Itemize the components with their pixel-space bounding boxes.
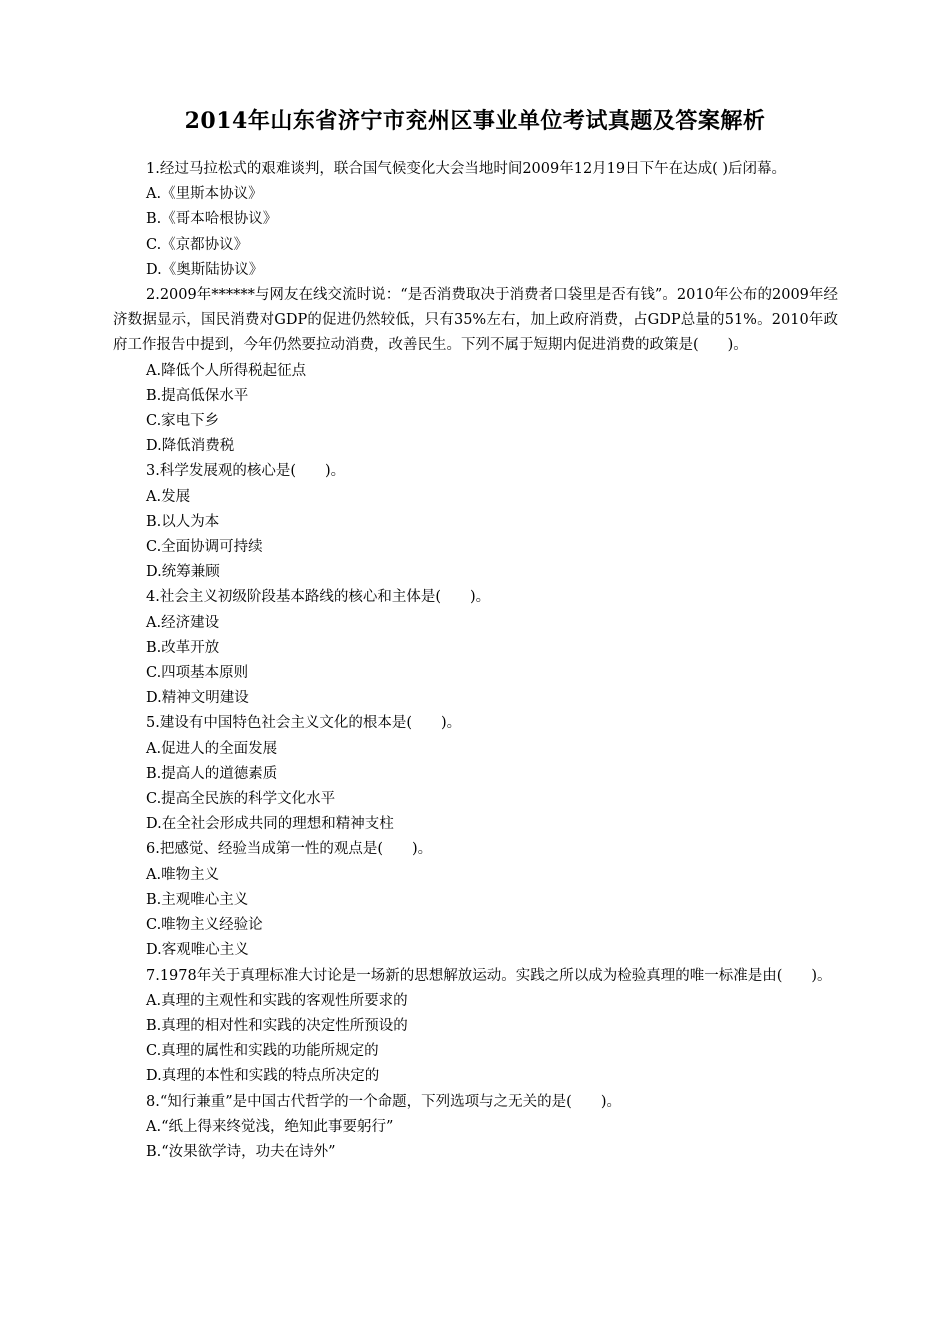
question-4-option-c: C.四项基本原则	[146, 665, 249, 682]
question-5-option-c: C.提高全民族的科学文化水平	[146, 791, 336, 808]
question-5-option-b: B.提高人的道德素质	[146, 765, 278, 782]
question-3-option-b: B.以人为本	[146, 513, 220, 530]
question-2-option-a: A.降低个人所得税起征点	[146, 362, 307, 379]
question-2-option-d: D.降低消费税	[146, 438, 235, 455]
question-6-option-c: C.唯物主义经验论	[146, 917, 263, 934]
question-1-option-d: D.《奥斯陆协议》	[146, 261, 264, 278]
question-6-option-a: A.唯物主义	[146, 866, 220, 883]
question-7-option-b: B.真理的相对性和实践的决定性所预设的	[146, 1017, 408, 1034]
question-8-stem: 8.“知行兼重”是中国古代哲学的一个命题，下列选项与之无关的是( )。	[146, 1093, 621, 1110]
question-8-option-a: A.“纸上得来终觉浅，绝知此事要躬行”	[146, 1118, 394, 1135]
question-7-option-d: D.真理的本性和实践的特点所决定的	[146, 1068, 380, 1085]
question-3-option-a: A.发展	[146, 488, 191, 505]
question-2-stem: 2.2009年******与网友在线交流时说：“是否消费取决于消费者口袋里是否有钱”。2010年公布的2009年经济数据显示，国民消费对GDP的促进仍然较低，只有35%左右，加上政府消费，占GDP总量的51%。2010年政府工作报告中提到，今年仍然要拉动消费，改善民生。下列不属于短期内促进消费的政策是( )。	[113, 287, 838, 354]
question-7-stem: 7.1978年关于真理标准大讨论是一场新的思想解放运动。实践之所以成为检验真理的唯一标准是由( )。	[146, 967, 832, 984]
question-1-option-c: C.《京都协议》	[146, 236, 249, 253]
question-5-stem: 5.建设有中国特色社会主义文化的根本是( )。	[146, 715, 462, 732]
question-2-option-c: C.家电下乡	[146, 413, 220, 430]
question-7-option-c: C.真理的属性和实践的功能所规定的	[146, 1043, 379, 1060]
question-8-option-b: B.“汝果欲学诗，功夫在诗外”	[146, 1143, 336, 1160]
question-1-option-b: B.《哥本哈根协议》	[146, 211, 278, 228]
question-6-option-d: D.客观唯心主义	[146, 942, 249, 959]
question-1-option-a: A.《里斯本协议》	[146, 186, 263, 203]
question-4-stem: 4.社会主义初级阶段基本路线的核心和主体是( )。	[146, 589, 491, 606]
question-4-option-b: B.改革开放	[146, 639, 220, 656]
question-6-option-b: B.主观唯心主义	[146, 891, 249, 908]
question-2-option-b: B.提高低保水平	[146, 387, 249, 404]
question-3-option-d: D.统筹兼顾	[146, 564, 220, 581]
question-list	[113, 157, 838, 1165]
question-7-option-a: A.真理的主观性和实践的客观性所要求的	[146, 992, 408, 1009]
document-title: 2014年山东省济宁市兖州区事业单位考试真题及答案解析	[184, 108, 766, 134]
question-5-option-a: A.促进人的全面发展	[146, 740, 278, 757]
question-3-stem: 3.科学发展观的核心是( )。	[146, 463, 346, 480]
question-5-option-d: D.在全社会形成共同的理想和精神支柱	[146, 816, 394, 833]
question-1-stem: 1.经过马拉松式的艰难谈判，联合国气候变化大会当地时间2009年12月19日下午在达成( )后闭幕。	[146, 161, 787, 177]
question-4-option-a: A.经济建设	[146, 614, 220, 631]
question-6-stem: 6.把感觉、经验当成第一性的观点是( )。	[146, 841, 433, 858]
question-3-option-c: C.全面协调可持续	[146, 539, 263, 556]
question-4-option-d: D.精神文明建设	[146, 690, 249, 707]
